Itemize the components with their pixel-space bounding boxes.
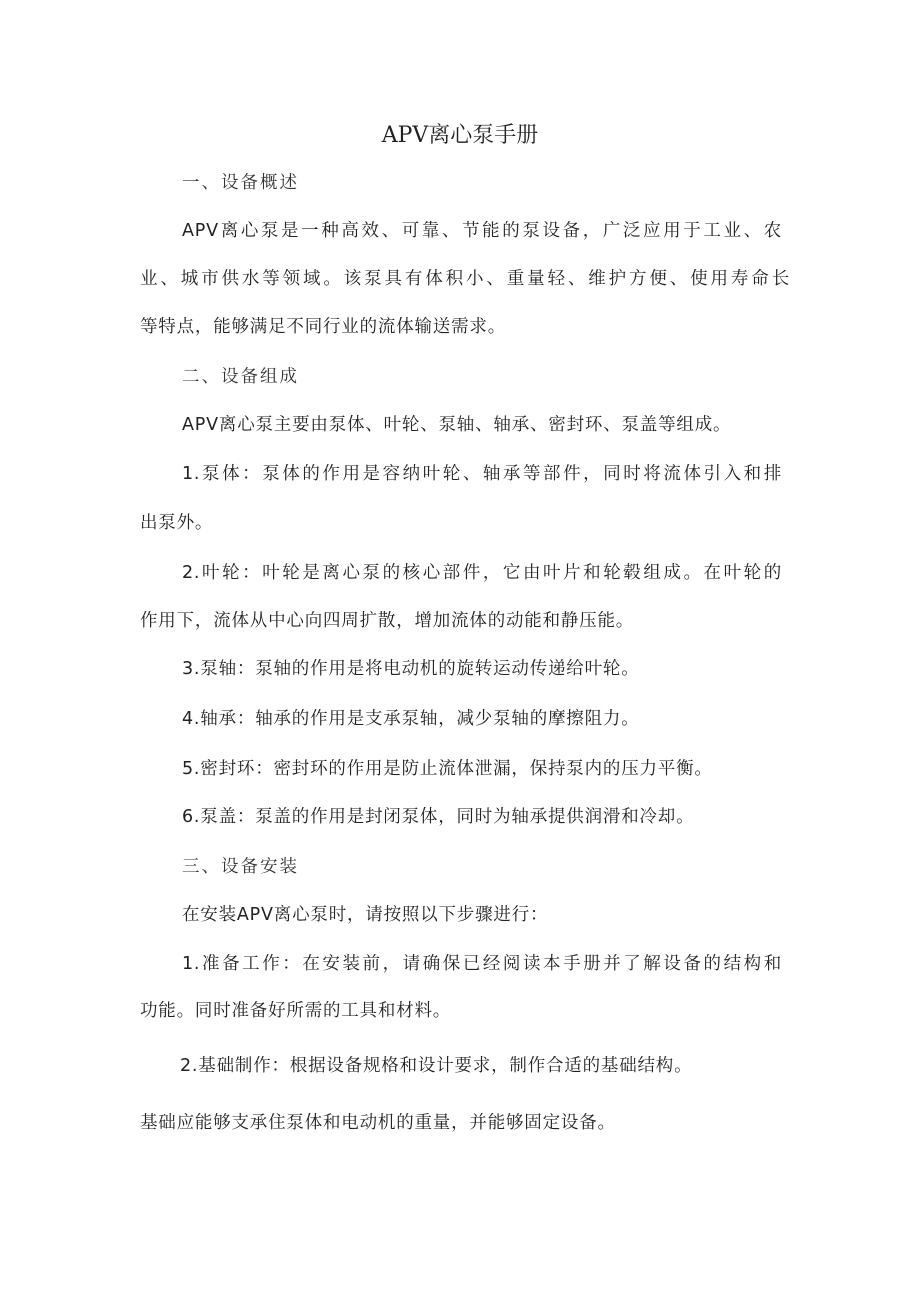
paragraph-line: APV离心泵是一种高效、可靠、节能的泵设备，广泛应用于工业、农 <box>182 221 782 241</box>
list-item-line: 1.泵体：泵体的作用是容纳叶轮、轴承等部件，同时将流体引入和排 <box>182 464 782 484</box>
list-item-line: 出泵外。 <box>140 513 214 533</box>
list-item-line: 2.基础制作：根据设备规格和设计要求，制作合适的基础结构。 <box>180 1056 693 1076</box>
list-item-line: 6.泵盖：泵盖的作用是封闭泵体，同时为轴承提供润滑和冷却。 <box>182 807 695 827</box>
installation-intro: 在安装APV离心泵时，请按照以下步骤进行： <box>182 905 549 925</box>
section-heading-composition: 二、设备组成 <box>182 367 299 387</box>
list-item-line: 2.叶轮：叶轮是离心泵的核心部件，它由叶片和轮毂组成。在叶轮的 <box>182 563 782 583</box>
composition-intro: APV离心泵主要由泵体、叶轮、泵轴、轴承、密封环、泵盖等组成。 <box>182 415 732 435</box>
list-item-line: 4.轴承：轴承的作用是支承泵轴，减少泵轴的摩擦阻力。 <box>182 709 640 729</box>
paragraph-line: 等特点，能够满足不同行业的流体输送需求。 <box>140 317 506 337</box>
list-item-line: 功能。同时准备好所需的工具和材料。 <box>140 1001 452 1021</box>
list-item-line: 作用下，流体从中心向四周扩散，增加流体的动能和静压能。 <box>140 611 635 631</box>
list-item-line: 3.泵轴：泵轴的作用是将电动机的旋转运动传递给叶轮。 <box>182 659 640 679</box>
list-item-line: 1.准备工作：在安装前，请确保已经阅读本手册并了解设备的结构和 <box>182 954 782 974</box>
list-item-line: 5.密封环：密封环的作用是防止流体泄漏，保持泵内的压力平衡。 <box>182 759 713 779</box>
list-item-line: 基础应能够支承住泵体和电动机的重量，并能够固定设备。 <box>140 1113 616 1133</box>
section-heading-overview: 一、设备概述 <box>182 173 299 193</box>
document-title: APV离心泵手册 <box>381 123 539 148</box>
paragraph-line: 业、城市供水等领域。该泵具有体积小、重量轻、维护方便、使用寿命长 <box>140 269 790 289</box>
section-heading-installation: 三、设备安装 <box>182 857 299 877</box>
